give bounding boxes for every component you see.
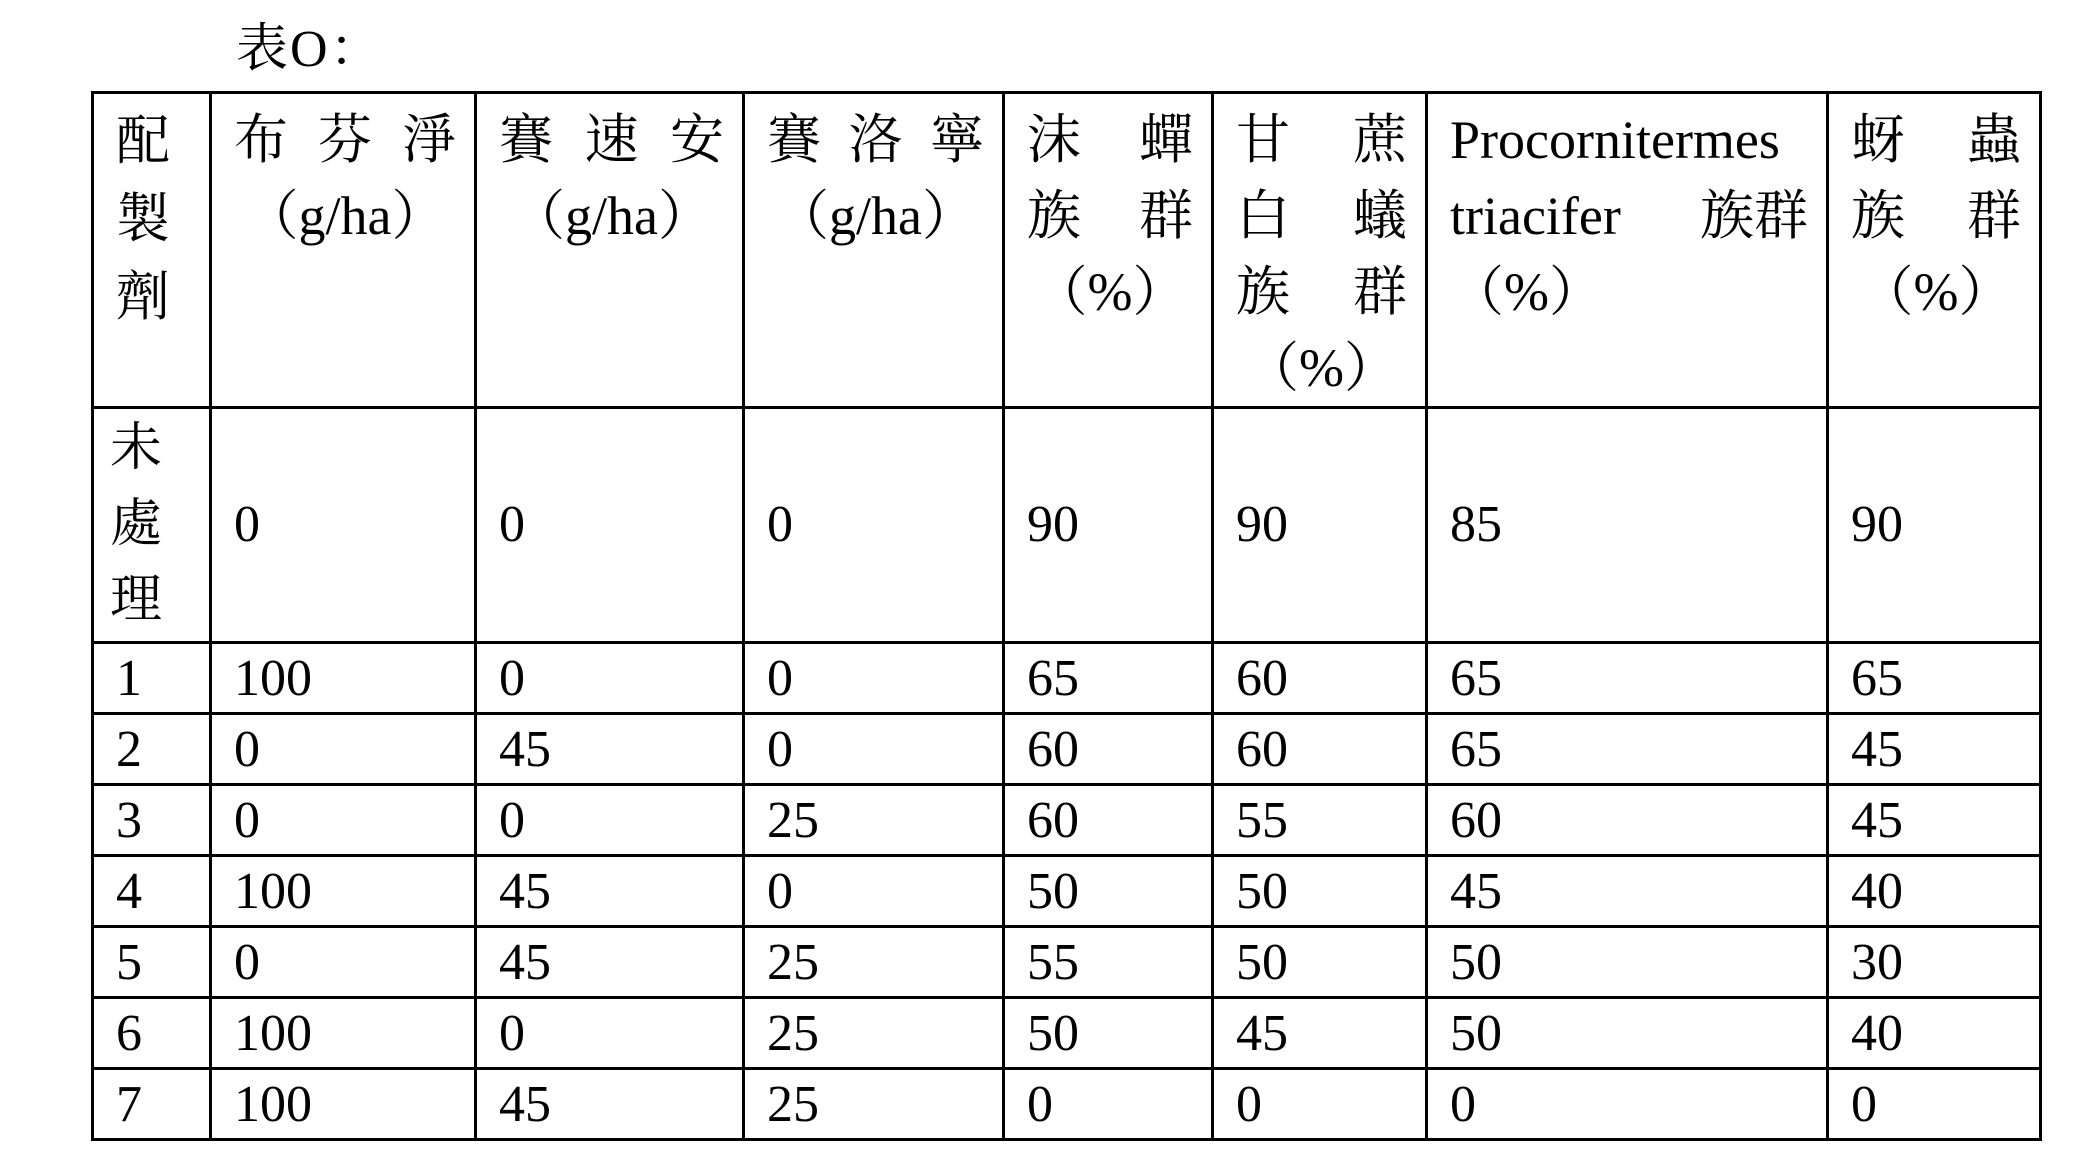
header-line: [1851, 178, 2039, 254]
table-row: [93, 785, 2041, 856]
cell: 50: [1427, 998, 1828, 1069]
table-row: [93, 856, 2041, 927]
table-row-untreated: [93, 408, 2041, 643]
cell: 100: [211, 856, 476, 927]
cell: 60: [1213, 643, 1427, 714]
cell: 0: [211, 927, 476, 998]
header-saisuan: [476, 93, 744, 408]
header-char: 速: [584, 110, 639, 170]
cell: 45: [476, 714, 744, 785]
header-char: 族: [1027, 186, 1081, 246]
header-line: [1027, 102, 1211, 178]
header-char: 洛: [848, 110, 903, 170]
header-char: 族: [1236, 262, 1290, 322]
header-line: [1236, 254, 1425, 330]
row-label: 4: [93, 856, 211, 927]
header-sugarcane-termite: [1213, 93, 1427, 408]
row-label: 5: [93, 927, 211, 998]
header-char: 劑: [116, 267, 170, 327]
header-char: 族: [1851, 186, 1905, 246]
header-char: 群: [1139, 186, 1193, 246]
cell: 60: [1004, 785, 1213, 856]
cell: 100: [211, 643, 476, 714]
header-line: [1450, 178, 1826, 254]
cell: 0: [744, 856, 1004, 927]
cell: 30: [1828, 927, 2041, 998]
header-char: 配: [116, 111, 170, 171]
header-char: 蟻: [1353, 186, 1407, 246]
cell: 0: [744, 408, 1004, 643]
cell: 100: [211, 998, 476, 1069]
cell: 25: [744, 785, 1004, 856]
cell: 0: [211, 408, 476, 643]
header-char: 蚜: [1851, 110, 1905, 170]
header-char: 蔗: [1353, 110, 1407, 170]
cell: 0: [744, 643, 1004, 714]
header-char: 淨: [402, 110, 456, 170]
cell: 0: [476, 643, 744, 714]
header-procornitermes: [1427, 93, 1828, 408]
cell: 65: [1427, 714, 1828, 785]
cell: 40: [1828, 998, 2041, 1069]
row-label-char: 理: [110, 572, 163, 629]
cell: 50: [1004, 856, 1213, 927]
header-unit: （%）: [1033, 262, 1187, 322]
header-bufenjing: [211, 93, 476, 408]
cell: 50: [1427, 927, 1828, 998]
header-char: 芬: [318, 110, 372, 170]
table-row: [93, 927, 2041, 998]
cell: 60: [1004, 714, 1213, 785]
cell: 0: [1828, 1069, 2041, 1140]
header-unit: （%）: [1450, 262, 1603, 322]
cell: 0: [1213, 1069, 1427, 1140]
table-row: [93, 1069, 2041, 1140]
header-line: [1236, 178, 1425, 254]
row-label-char: 未: [110, 420, 163, 477]
cell: 45: [476, 1069, 744, 1140]
cell: 45: [1213, 998, 1427, 1069]
header-unit: （g/ha）: [511, 186, 712, 246]
cell: 0: [476, 998, 744, 1069]
cell: 60: [1213, 714, 1427, 785]
cell: 45: [476, 927, 744, 998]
cell: 65: [1427, 643, 1828, 714]
cell: 0: [1427, 1069, 1828, 1140]
cell: 60: [1427, 785, 1828, 856]
cell: 45: [1828, 714, 2041, 785]
cell: 25: [744, 998, 1004, 1069]
cell: 50: [1213, 856, 1427, 927]
header-name: [767, 102, 1002, 178]
cell: 90: [1213, 408, 1427, 643]
header-formulation: [93, 93, 211, 408]
header-char: 群: [1353, 262, 1407, 322]
header-line: [1027, 178, 1211, 254]
formulation-efficacy-table: [91, 91, 2042, 1141]
table-row: [93, 998, 2041, 1069]
cell: 45: [476, 856, 744, 927]
cell: 0: [1004, 1069, 1213, 1140]
header-name: [234, 102, 474, 178]
header-unit: （%）: [1245, 338, 1398, 398]
cell: 0: [476, 408, 744, 643]
cell: 50: [1213, 927, 1427, 998]
header-char: 甘: [1236, 110, 1290, 170]
row-label: 2: [93, 714, 211, 785]
row-label: 6: [93, 998, 211, 1069]
table-row: [93, 714, 2041, 785]
header-char: 賽: [767, 110, 821, 170]
header-group-label: 族群: [1700, 186, 1808, 246]
header-char: 製: [116, 189, 170, 249]
cell: 25: [744, 927, 1004, 998]
row-label-char: 處: [110, 496, 163, 553]
cell: 0: [476, 785, 744, 856]
cell: 65: [1004, 643, 1213, 714]
header-unit: （g/ha）: [775, 186, 976, 246]
header-char: 沫: [1027, 110, 1081, 170]
cell: 45: [1427, 856, 1828, 927]
cell: 90: [1828, 408, 2041, 643]
header-char: 白: [1236, 186, 1290, 246]
header-char: 蟲: [1967, 110, 2021, 170]
header-char: 賽: [499, 110, 553, 170]
row-label: 1: [93, 643, 211, 714]
cell: 0: [744, 714, 1004, 785]
cell: 55: [1004, 927, 1213, 998]
cell: 45: [1828, 785, 2041, 856]
cell: 25: [744, 1069, 1004, 1140]
table-row: [93, 643, 2041, 714]
cell: 50: [1004, 998, 1213, 1069]
row-label: 3: [93, 785, 211, 856]
header-line: [1236, 102, 1425, 178]
cell: 65: [1828, 643, 2041, 714]
header-row: [93, 93, 2041, 408]
header-char: 群: [1967, 186, 2021, 246]
header-line: [1851, 102, 2039, 178]
header-latin-name: Procornitermes: [1450, 110, 1780, 170]
table-title: 表O：: [236, 21, 384, 78]
cell: 90: [1004, 408, 1213, 643]
cell: 55: [1213, 785, 1427, 856]
header-aphid: [1828, 93, 2041, 408]
header-spittlebug: [1004, 93, 1213, 408]
header-char: 安: [670, 110, 724, 170]
row-label: [93, 408, 211, 643]
header-sailuoning: [744, 93, 1004, 408]
header-latin-epithet: triacifer: [1450, 186, 1621, 246]
header-char: 蟬: [1139, 110, 1193, 170]
cell: 40: [1828, 856, 2041, 927]
cell: 100: [211, 1069, 476, 1140]
cell: 0: [211, 714, 476, 785]
cell: 85: [1427, 408, 1828, 643]
header-char: 布: [234, 110, 288, 170]
header-unit: （%）: [1859, 262, 2013, 322]
cell: 0: [211, 785, 476, 856]
header-name: [499, 102, 742, 178]
row-label: 7: [93, 1069, 211, 1140]
header-char: 寧: [930, 110, 984, 170]
header-unit: （g/ha）: [244, 186, 446, 246]
